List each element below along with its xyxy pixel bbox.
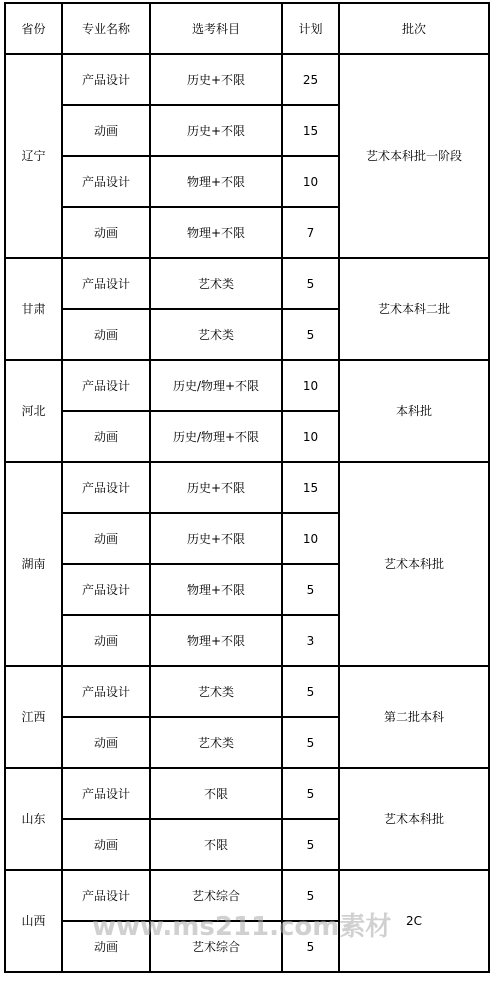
- major-cell: 动画: [62, 921, 150, 972]
- table-row: [5, 768, 489, 819]
- major-cell: 产品设计: [62, 156, 150, 207]
- subjects-cell: 物理+不限: [150, 156, 282, 207]
- plan-cell: 25: [282, 54, 339, 105]
- subjects-cell: 不限: [150, 768, 282, 819]
- table-row: [5, 462, 489, 513]
- subjects-cell: 历史+不限: [150, 54, 282, 105]
- batch-cell: 2C: [339, 870, 489, 972]
- major-cell: 动画: [62, 309, 150, 360]
- subjects-cell: 艺术综合: [150, 870, 282, 921]
- subjects-cell: 艺术类: [150, 309, 282, 360]
- column-header-major: 专业名称: [62, 3, 150, 54]
- plan-cell: 15: [282, 105, 339, 156]
- batch-cell: 艺术本科批: [339, 768, 489, 870]
- watermark-text: www.ms211.com素材: [92, 912, 392, 942]
- subjects-cell: 艺术类: [150, 666, 282, 717]
- table-row: [5, 870, 489, 921]
- plan-cell: 5: [282, 819, 339, 870]
- major-cell: 产品设计: [62, 54, 150, 105]
- plan-cell: 5: [282, 309, 339, 360]
- plan-cell: 7: [282, 207, 339, 258]
- batch-cell: 艺术本科批一阶段: [339, 54, 489, 258]
- plan-cell: 5: [282, 870, 339, 921]
- province-cell: 山西: [5, 870, 62, 972]
- province-cell: 甘肃: [5, 258, 62, 360]
- column-header-batch: 批次: [339, 3, 489, 54]
- major-cell: 动画: [62, 513, 150, 564]
- subjects-cell: 物理+不限: [150, 615, 282, 666]
- major-cell: 动画: [62, 411, 150, 462]
- subjects-cell: 历史+不限: [150, 462, 282, 513]
- plan-cell: 5: [282, 768, 339, 819]
- plan-cell: 5: [282, 258, 339, 309]
- major-cell: 产品设计: [62, 768, 150, 819]
- subjects-cell: 历史+不限: [150, 513, 282, 564]
- subjects-cell: 不限: [150, 819, 282, 870]
- major-cell: 产品设计: [62, 870, 150, 921]
- subjects-cell: 艺术综合: [150, 921, 282, 972]
- major-cell: 动画: [62, 105, 150, 156]
- batch-cell: 第二批本科: [339, 666, 489, 768]
- major-cell: 产品设计: [62, 564, 150, 615]
- subjects-cell: 历史/物理+不限: [150, 411, 282, 462]
- province-cell: 山东: [5, 768, 62, 870]
- plan-cell: 15: [282, 462, 339, 513]
- subjects-cell: 历史/物理+不限: [150, 360, 282, 411]
- subjects-cell: 历史+不限: [150, 105, 282, 156]
- plan-cell: 10: [282, 411, 339, 462]
- plan-cell: 3: [282, 615, 339, 666]
- table-header-row: [5, 3, 489, 54]
- province-cell: 河北: [5, 360, 62, 462]
- major-cell: 产品设计: [62, 360, 150, 411]
- subjects-cell: 艺术类: [150, 258, 282, 309]
- plan-cell: 10: [282, 156, 339, 207]
- subjects-cell: 艺术类: [150, 717, 282, 768]
- major-cell: 动画: [62, 819, 150, 870]
- column-header-plan: 计划: [282, 3, 339, 54]
- plan-cell: 5: [282, 921, 339, 972]
- table-row: [5, 360, 489, 411]
- major-cell: 动画: [62, 207, 150, 258]
- province-cell: 辽宁: [5, 54, 62, 258]
- table-row: [5, 258, 489, 309]
- plan-cell: 5: [282, 666, 339, 717]
- column-header-province: 省份: [5, 3, 62, 54]
- major-cell: 产品设计: [62, 258, 150, 309]
- major-cell: 产品设计: [62, 462, 150, 513]
- major-cell: 动画: [62, 615, 150, 666]
- table-row: [5, 666, 489, 717]
- major-cell: 动画: [62, 717, 150, 768]
- major-cell: 产品设计: [62, 666, 150, 717]
- province-cell: 湖南: [5, 462, 62, 666]
- plan-cell: 10: [282, 360, 339, 411]
- batch-cell: 艺术本科二批: [339, 258, 489, 360]
- column-header-subjects: 选考科目: [150, 3, 282, 54]
- subjects-cell: 物理+不限: [150, 564, 282, 615]
- enrollment-plan-table: [4, 2, 490, 973]
- subjects-cell: 物理+不限: [150, 207, 282, 258]
- province-cell: 江西: [5, 666, 62, 768]
- batch-cell: 本科批: [339, 360, 489, 462]
- batch-cell: 艺术本科批: [339, 462, 489, 666]
- plan-cell: 5: [282, 717, 339, 768]
- table-row: [5, 54, 489, 105]
- plan-cell: 10: [282, 513, 339, 564]
- plan-cell: 5: [282, 564, 339, 615]
